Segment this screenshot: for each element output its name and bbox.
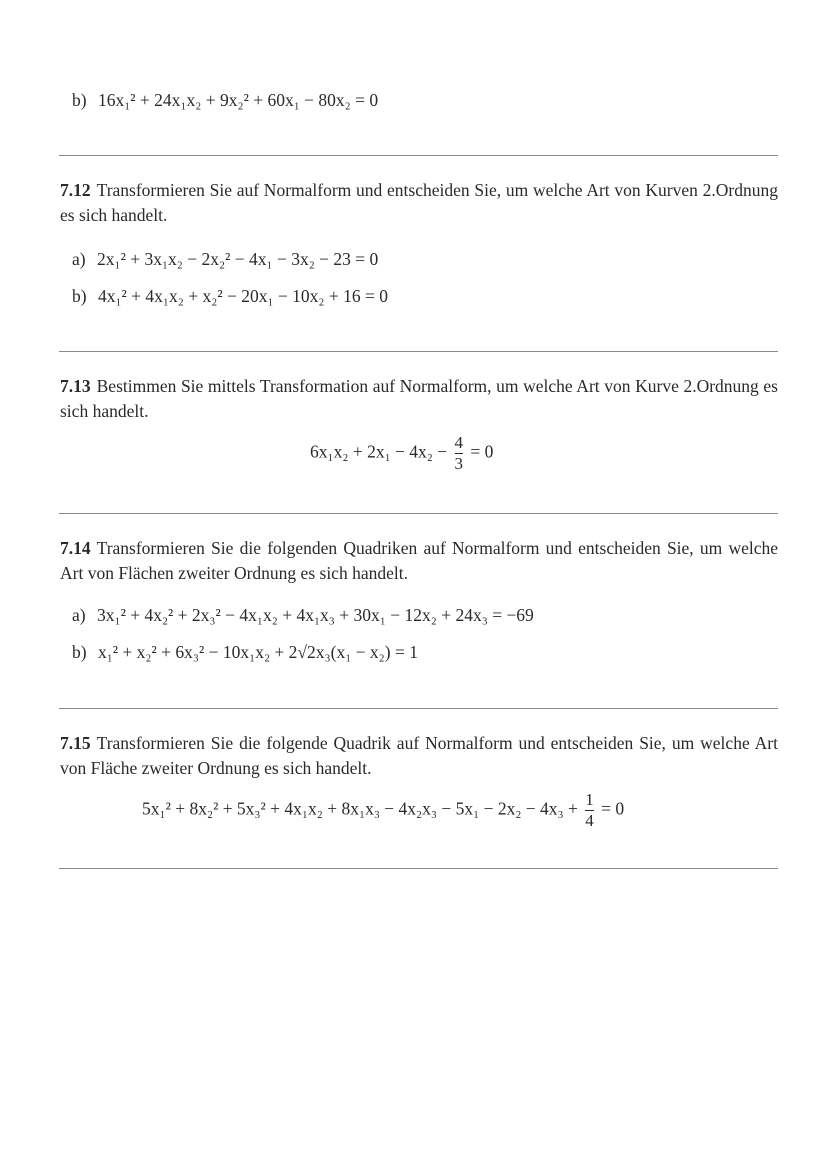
equation: 3x₁² + 4x₂² + 2x₃² − 4x₁x₂ + 4x₁x₃ + 30x₁ − 12x₂ + 24x₃ = −69: [96, 605, 534, 625]
exercise-7-15: [60, 731, 778, 781]
fraction-denominator: 3: [454, 454, 464, 473]
divider: [59, 513, 778, 514]
equation: x₁² + x₂² + 6x₃² − 10x₁x₂ + 2√2x₃(x₁ − x₂) = 1: [97, 642, 418, 662]
equation-lead: 5x₁² + 8x₂² + 5x₃² + 4x₁x₂ + 8x₁x₃ − 4x₂x₃ − 5x₁ − 2x₂ − 4x₃ +: [142, 798, 578, 819]
divider: [59, 351, 778, 352]
item-label: a): [72, 605, 86, 625]
exercise-7-12-item-b: [72, 286, 388, 307]
equation: 4x₁² + 4x₁x₂ + x₂² − 20x₁ − 10x₂ + 16 = 0: [97, 286, 389, 306]
item-label: b): [72, 90, 87, 110]
exercise-text: Transformieren Sie auf Normalform und entscheiden Sie, um welche Art von Kurven 2.Ordnung es sich handelt.: [60, 180, 778, 225]
exercise-number: 7.14: [60, 538, 91, 558]
equation-tail: = 0: [601, 798, 625, 819]
exercise-7-14-item-a: [72, 605, 534, 626]
exercise-7-15-equation: [142, 790, 624, 831]
equation-lead: 6x₁x₂ + 2x₁ − 4x₂ −: [310, 441, 448, 462]
exercise-7-12-item-a: [72, 249, 378, 270]
exercise-number: 7.15: [60, 733, 91, 753]
divider: [59, 155, 778, 156]
item-label: b): [72, 286, 87, 306]
equation: 2x₁² + 3x₁x₂ − 2x₂² − 4x₁ − 3x₂ − 23 = 0: [96, 249, 379, 269]
exercise-text: Transformieren Sie die folgenden Quadriken auf Normalform und entscheiden Sie, um welche Art von Flächen zweiter Ordnung es sich handelt.: [60, 538, 778, 583]
exercise-7-13-equation: [310, 433, 493, 474]
fraction-numerator: 1: [585, 790, 594, 809]
fraction: [455, 433, 464, 474]
exercise-7-14-item-b: [72, 642, 418, 663]
divider: [59, 708, 778, 709]
exercise-number: 7.12: [60, 180, 91, 200]
prev-item-b: [72, 90, 378, 111]
exercise-text: Bestimmen Sie mittels Transformation auf Normalform, um welche Art von Kurve 2.Ordnung es sich handelt.: [60, 376, 778, 421]
exercise-number: 7.13: [60, 376, 91, 396]
fraction-numerator: 4: [454, 433, 464, 452]
exercise-7-12: [60, 178, 778, 228]
exercise-7-13: [60, 374, 778, 424]
fraction-denominator: 4: [585, 811, 594, 830]
fraction: [585, 790, 594, 831]
equation-tail: = 0: [470, 441, 494, 462]
item-label: a): [72, 249, 86, 269]
exercise-7-14: [60, 536, 778, 586]
equation: 16x₁² + 24x₁x₂ + 9x₂² + 60x₁ − 80x₂ = 0: [97, 90, 379, 110]
exercise-text: Transformieren Sie die folgende Quadrik auf Normalform und entscheiden Sie, um welche Art von Fläche zweiter Ordnung es sich handelt.: [60, 733, 778, 778]
item-label: b): [72, 642, 87, 662]
divider: [59, 868, 778, 869]
